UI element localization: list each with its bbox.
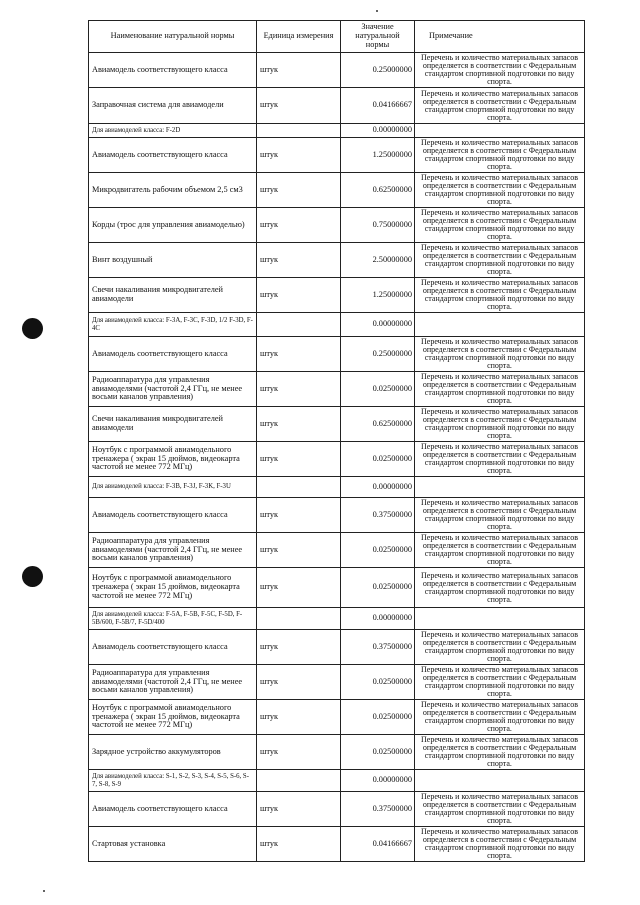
cell-note: Перечень и количество материальных запасов определяется в соответствии с Федеральным стандартом спортивной подготовки по виду спорта. <box>415 735 585 770</box>
scan-speck <box>43 890 45 892</box>
punch-hole-mark <box>22 566 43 587</box>
cell-note: Перечень и количество материальных запасов определяется в соответствии с Федеральным стандартом спортивной подготовки по виду спорта. <box>415 792 585 827</box>
cell-value: 0.25000000 <box>341 337 415 372</box>
cell-name: Для авиамоделей класса: F-3A, F-3C, F-3D, 1/2 F-3D, F-4C <box>89 313 257 337</box>
table-row <box>89 88 585 124</box>
cell-note <box>415 608 585 630</box>
cell-value: 0.75000000 <box>341 208 415 243</box>
cell-value: 0.37500000 <box>341 630 415 665</box>
cell-value: 0.00000000 <box>341 608 415 630</box>
cell-note: Перечень и количество материальных запасов определяется в соответствии с Федеральным стандартом спортивной подготовки по виду спорта. <box>415 533 585 568</box>
cell-note: Перечень и количество материальных запасов определяется в соответствии с Федеральным стандартом спортивной подготовки по виду спорта. <box>415 138 585 173</box>
table-row <box>89 700 585 735</box>
cell-name: Заправочная система для авиамодели <box>89 88 257 124</box>
table-row <box>89 278 585 313</box>
cell-unit: штук <box>257 208 341 243</box>
cell-note: Перечень и количество материальных запасов определяется в соответствии с Федеральным стандартом спортивной подготовки по виду спорта. <box>415 278 585 313</box>
cell-unit: штук <box>257 53 341 88</box>
class-group-row <box>89 124 585 138</box>
table-body <box>89 53 585 862</box>
natural-norms-table <box>88 20 585 862</box>
cell-name: Авиамодель соответствующего класса <box>89 337 257 372</box>
table-row <box>89 792 585 827</box>
cell-name: Авиамодель соответствующего класса <box>89 138 257 173</box>
class-group-row <box>89 770 585 792</box>
class-group-row <box>89 608 585 630</box>
table-row <box>89 442 585 477</box>
cell-name: Авиамодель соответствующего класса <box>89 498 257 533</box>
cell-unit: штук <box>257 665 341 700</box>
cell-unit: штук <box>257 827 341 862</box>
class-group-row <box>89 313 585 337</box>
cell-note: Перечень и количество материальных запасов определяется в соответствии с Федеральным стандартом спортивной подготовки по виду спорта. <box>415 630 585 665</box>
table-row <box>89 498 585 533</box>
cell-note <box>415 124 585 138</box>
cell-unit: штук <box>257 337 341 372</box>
cell-note: Перечень и количество материальных запасов определяется в соответствии с Федеральным стандартом спортивной подготовки по виду спорта. <box>415 88 585 124</box>
cell-unit: штук <box>257 442 341 477</box>
cell-name: Ноутбук с программой авиамодельного тренажера ( экран 15 дюймов, видеокарта частотой не менее 772 МГц) <box>89 442 257 477</box>
table-row <box>89 372 585 407</box>
cell-name: Стартовая установка <box>89 827 257 862</box>
cell-note: Перечень и количество материальных запасов определяется в соответствии с Федеральным стандартом спортивной подготовки по виду спорта. <box>415 442 585 477</box>
cell-value: 2.50000000 <box>341 243 415 278</box>
cell-unit: штук <box>257 735 341 770</box>
cell-value: 0.00000000 <box>341 477 415 498</box>
cell-unit: штук <box>257 88 341 124</box>
cell-value: 0.04166667 <box>341 88 415 124</box>
cell-value: 0.02500000 <box>341 372 415 407</box>
cell-note: Перечень и количество материальных запасов определяется в соответствии с Федеральным стандартом спортивной подготовки по виду спорта. <box>415 53 585 88</box>
header-unit: Единица измерения <box>257 21 341 53</box>
cell-value: 0.02500000 <box>341 735 415 770</box>
cell-note: Перечень и количество материальных запасов определяется в соответствии с Федеральным стандартом спортивной подготовки по виду спорта. <box>415 407 585 442</box>
cell-value: 1.25000000 <box>341 278 415 313</box>
cell-value: 0.02500000 <box>341 533 415 568</box>
norms-sheet <box>88 20 584 862</box>
cell-value: 0.25000000 <box>341 53 415 88</box>
cell-name: Радиоаппаратура для управления авиамоделями (частотой 2,4 ГГц, не менее восьми каналов управления) <box>89 665 257 700</box>
cell-note: Перечень и количество материальных запасов определяется в соответствии с Федеральным стандартом спортивной подготовки по виду спорта. <box>415 208 585 243</box>
cell-name: Винт воздушный <box>89 243 257 278</box>
cell-name: Зарядное устройство аккумуляторов <box>89 735 257 770</box>
cell-note: Перечень и количество материальных запасов определяется в соответствии с Федеральным стандартом спортивной подготовки по виду спорта. <box>415 498 585 533</box>
header-value: Значение натуральной нормы <box>341 21 415 53</box>
cell-name: Для авиамоделей класса: F-2D <box>89 124 257 138</box>
table-header-row <box>89 21 585 53</box>
cell-value: 0.62500000 <box>341 173 415 208</box>
cell-unit: штук <box>257 173 341 208</box>
cell-value: 0.00000000 <box>341 313 415 337</box>
table-row <box>89 630 585 665</box>
cell-unit: штук <box>257 498 341 533</box>
class-group-row <box>89 477 585 498</box>
table-row <box>89 53 585 88</box>
cell-name: Авиамодель соответствующего класса <box>89 53 257 88</box>
cell-name: Радиоаппаратура для управления авиамоделями (частотой 2,4 ГГц, не менее восьми каналов управления) <box>89 533 257 568</box>
cell-name: Микродвигатель рабочим объемом 2,5 см3 <box>89 173 257 208</box>
scan-speck <box>376 10 378 12</box>
cell-note <box>415 770 585 792</box>
cell-name: Ноутбук с программой авиамодельного тренажера ( экран 15 дюймов, видеокарта частотой не менее 772 МГц) <box>89 568 257 608</box>
table-row <box>89 173 585 208</box>
table-row <box>89 568 585 608</box>
table-row <box>89 533 585 568</box>
cell-value: 0.62500000 <box>341 407 415 442</box>
table-row <box>89 243 585 278</box>
cell-name: Свечи накаливания микродвигателей авиамодели <box>89 407 257 442</box>
header-note: Примечание <box>415 21 585 53</box>
cell-note <box>415 477 585 498</box>
cell-name: Авиамодель соответствующего класса <box>89 792 257 827</box>
cell-name: Для авиамоделей класса: F-5A, F-5B, F-5C, F-5D, F-5B/600, F-5B/7, F-5D/400 <box>89 608 257 630</box>
cell-unit: штук <box>257 700 341 735</box>
cell-unit: штук <box>257 792 341 827</box>
cell-unit: штук <box>257 243 341 278</box>
cell-name: Ноутбук с программой авиамодельного тренажера ( экран 15 дюймов, видеокарта частотой не менее 772 МГц) <box>89 700 257 735</box>
cell-name: Свечи накаливания микродвигателей авиамодели <box>89 278 257 313</box>
cell-name: Корды (трос для управления авиамоделью) <box>89 208 257 243</box>
punch-hole-mark <box>22 318 43 339</box>
cell-value: 0.02500000 <box>341 700 415 735</box>
cell-unit <box>257 313 341 337</box>
table-row <box>89 735 585 770</box>
cell-note <box>415 313 585 337</box>
table-row <box>89 827 585 862</box>
cell-unit <box>257 477 341 498</box>
cell-unit: штук <box>257 278 341 313</box>
cell-note: Перечень и количество материальных запасов определяется в соответствии с Федеральным стандартом спортивной подготовки по виду спорта. <box>415 243 585 278</box>
cell-note: Перечень и количество материальных запасов определяется в соответствии с Федеральным стандартом спортивной подготовки по виду спорта. <box>415 337 585 372</box>
header-name: Наименование натуральной нормы <box>89 21 257 53</box>
cell-unit: штук <box>257 138 341 173</box>
cell-value: 1.25000000 <box>341 138 415 173</box>
cell-value: 0.02500000 <box>341 442 415 477</box>
table-row <box>89 138 585 173</box>
table-row <box>89 337 585 372</box>
cell-unit <box>257 608 341 630</box>
cell-value: 0.37500000 <box>341 498 415 533</box>
cell-unit: штук <box>257 630 341 665</box>
cell-value: 0.37500000 <box>341 792 415 827</box>
cell-value: 0.00000000 <box>341 124 415 138</box>
cell-name: Радиоаппаратура для управления авиамоделями (частотой 2,4 ГГц, не менее восьми каналов управления) <box>89 372 257 407</box>
cell-unit <box>257 124 341 138</box>
cell-name: Авиамодель соответствующего класса <box>89 630 257 665</box>
cell-value: 0.02500000 <box>341 568 415 608</box>
table-row <box>89 407 585 442</box>
cell-value: 0.04166667 <box>341 827 415 862</box>
cell-name: Для авиамоделей класса: F-3B, F-3J, F-3K, F-3U <box>89 477 257 498</box>
cell-unit: штук <box>257 568 341 608</box>
cell-unit <box>257 770 341 792</box>
cell-unit: штук <box>257 407 341 442</box>
cell-note: Перечень и количество материальных запасов определяется в соответствии с Федеральным стандартом спортивной подготовки по виду спорта. <box>415 568 585 608</box>
cell-note: Перечень и количество материальных запасов определяется в соответствии с Федеральным стандартом спортивной подготовки по виду спорта. <box>415 827 585 862</box>
cell-value: 0.02500000 <box>341 665 415 700</box>
cell-unit: штук <box>257 372 341 407</box>
table-row <box>89 208 585 243</box>
cell-note: Перечень и количество материальных запасов определяется в соответствии с Федеральным стандартом спортивной подготовки по виду спорта. <box>415 700 585 735</box>
cell-unit: штук <box>257 533 341 568</box>
table-row <box>89 665 585 700</box>
cell-note: Перечень и количество материальных запасов определяется в соответствии с Федеральным стандартом спортивной подготовки по виду спорта. <box>415 173 585 208</box>
cell-note: Перечень и количество материальных запасов определяется в соответствии с Федеральным стандартом спортивной подготовки по виду спорта. <box>415 665 585 700</box>
cell-value: 0.00000000 <box>341 770 415 792</box>
cell-name: Для авиамоделей класса: S-1, S-2, S-3, S-4, S-5, S-6, S-7, S-8, S-9 <box>89 770 257 792</box>
cell-note: Перечень и количество материальных запасов определяется в соответствии с Федеральным стандартом спортивной подготовки по виду спорта. <box>415 372 585 407</box>
